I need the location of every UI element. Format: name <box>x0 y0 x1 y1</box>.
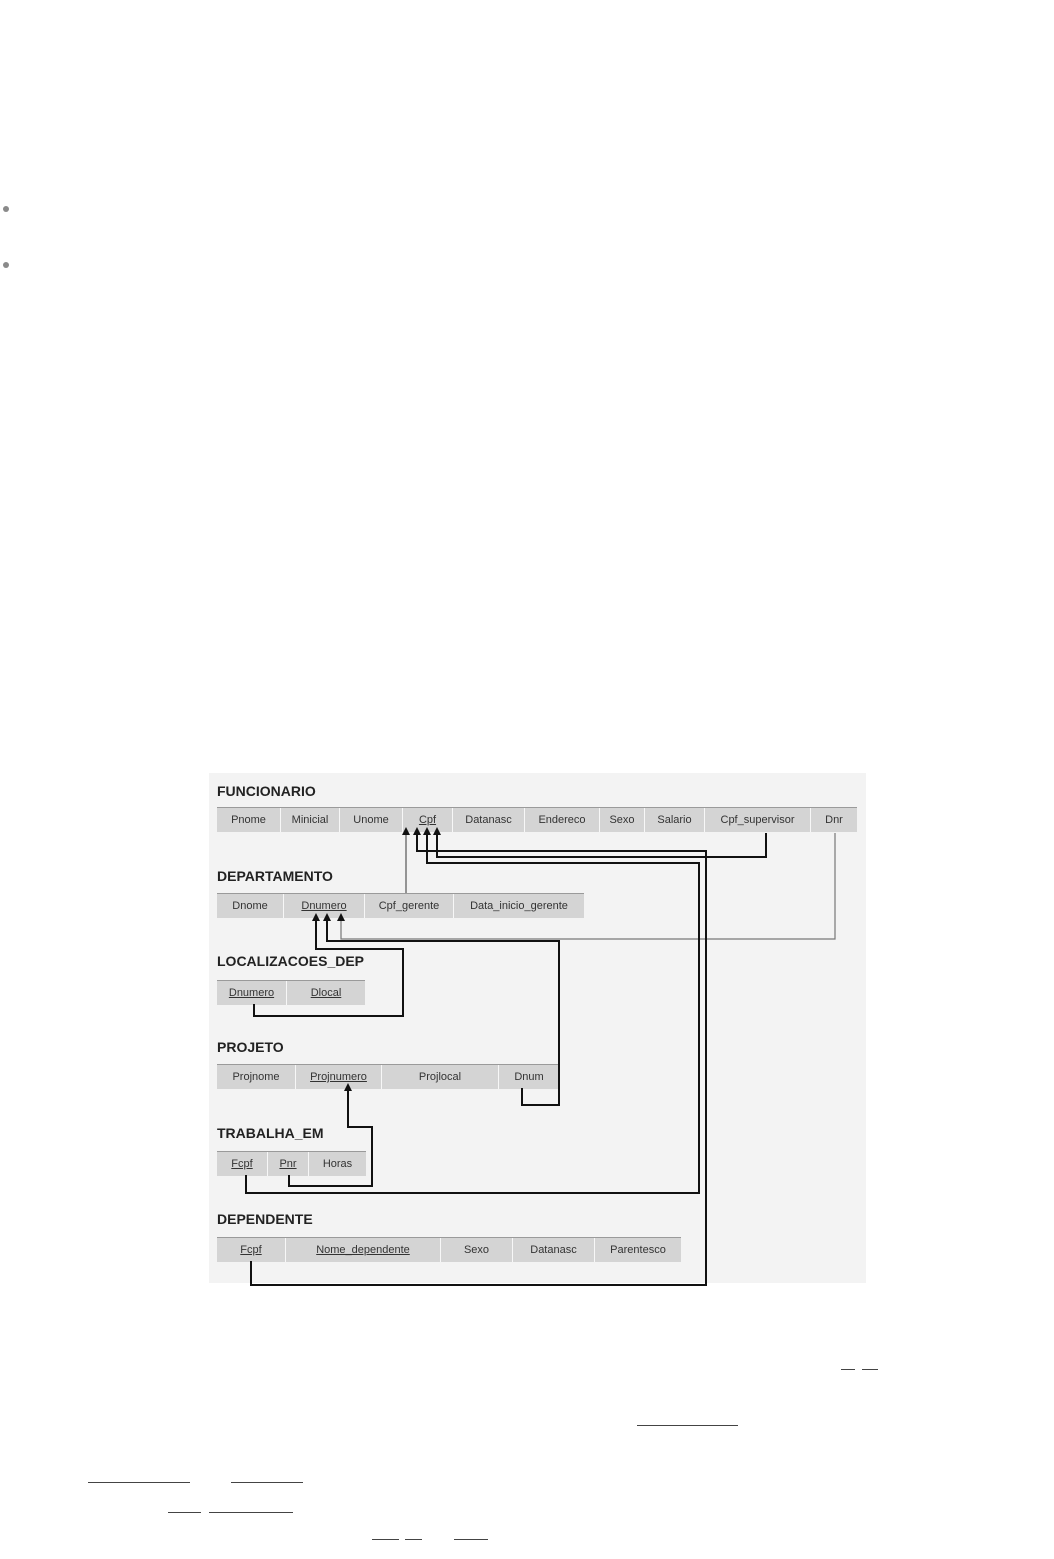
attribute-cell: Sexo <box>440 1238 512 1262</box>
attribute-cell: Cpf <box>402 808 452 832</box>
attribute-cell: Unome <box>339 808 402 832</box>
attribute-cell: Data_inicio_gerente <box>453 894 584 918</box>
arrowhead <box>323 913 331 921</box>
attribute-cell: Cpf_gerente <box>364 894 453 918</box>
attribute-cell: Dnumero <box>283 894 364 918</box>
attribute-cell: Dnome <box>217 894 283 918</box>
arrowhead <box>423 827 431 835</box>
attribute-cell: Datanasc <box>452 808 524 832</box>
text-underline-fragment <box>841 1369 855 1370</box>
text-underline-fragment <box>862 1369 878 1370</box>
attribute-cell: Horas <box>308 1152 366 1176</box>
attribute-cell: Minicial <box>280 808 339 832</box>
attribute-cell: Dnr <box>810 808 857 832</box>
bullet-marker <box>3 262 9 268</box>
attribute-cell: Dnum <box>498 1065 559 1089</box>
attribute-cell: Pnr <box>267 1152 308 1176</box>
relation-title-localizacoes-dep: LOCALIZACOES_DEP <box>217 953 365 969</box>
attribute-cell: Parentesco <box>594 1238 681 1262</box>
fk-dependente-fcpf-to-cpf <box>251 835 706 1285</box>
fk-pnr-to-projnumero <box>289 1091 372 1186</box>
fk-locdep-dnumero-to-dnumero <box>254 921 403 1016</box>
attribute-cell: Fcpf <box>217 1152 267 1176</box>
text-underline-fragment <box>209 1512 293 1513</box>
attribute-cell: Salario <box>644 808 704 832</box>
arrowhead <box>413 827 421 835</box>
text-underline-fragment <box>454 1539 488 1540</box>
attribute-cell: Endereco <box>524 808 599 832</box>
attribute-cell: Projnumero <box>295 1065 381 1089</box>
relation-title-departamento: DEPARTAMENTO <box>217 868 333 884</box>
attribute-cell: Fcpf <box>217 1238 285 1262</box>
bullet-marker <box>3 206 9 212</box>
attribute-cell: Pnome <box>217 808 280 832</box>
attribute-cell: Projnome <box>217 1065 295 1089</box>
foreign-key-connectors <box>209 773 866 1288</box>
fk-dnr-to-dnumero <box>341 833 835 939</box>
attribute-cell: Cpf_supervisor <box>704 808 810 832</box>
relation-title-projeto: PROJETO <box>217 1039 284 1055</box>
relation-title-funcionario: FUNCIONARIO <box>217 783 316 799</box>
attribute-cell: Projlocal <box>381 1065 498 1089</box>
relation-title-trabalha-em: TRABALHA_EM <box>217 1125 324 1141</box>
attribute-cell: Nome_dependente <box>285 1238 440 1262</box>
attribute-cell: Dlocal <box>286 981 365 1005</box>
arrowhead <box>337 913 345 921</box>
relation-title-dependente: DEPENDENTE <box>217 1211 313 1227</box>
text-underline-fragment <box>88 1482 190 1483</box>
text-underline-fragment <box>637 1425 738 1426</box>
fk-cpf-supervisor-to-cpf <box>437 833 766 857</box>
text-underline-fragment <box>372 1539 399 1540</box>
text-underline-fragment <box>168 1512 201 1513</box>
arrowhead <box>312 913 320 921</box>
attribute-cell: Sexo <box>599 808 644 832</box>
arrowhead <box>433 827 441 835</box>
text-underline-fragment <box>405 1539 422 1540</box>
attribute-cell: Dnumero <box>217 981 286 1005</box>
text-underline-fragment <box>231 1482 303 1483</box>
attribute-cell: Datanasc <box>512 1238 594 1262</box>
fk-trabalha-fcpf-to-cpf <box>246 835 699 1193</box>
arrowhead <box>402 827 410 835</box>
arrowhead <box>344 1083 352 1091</box>
schema-diagram <box>209 773 866 1283</box>
